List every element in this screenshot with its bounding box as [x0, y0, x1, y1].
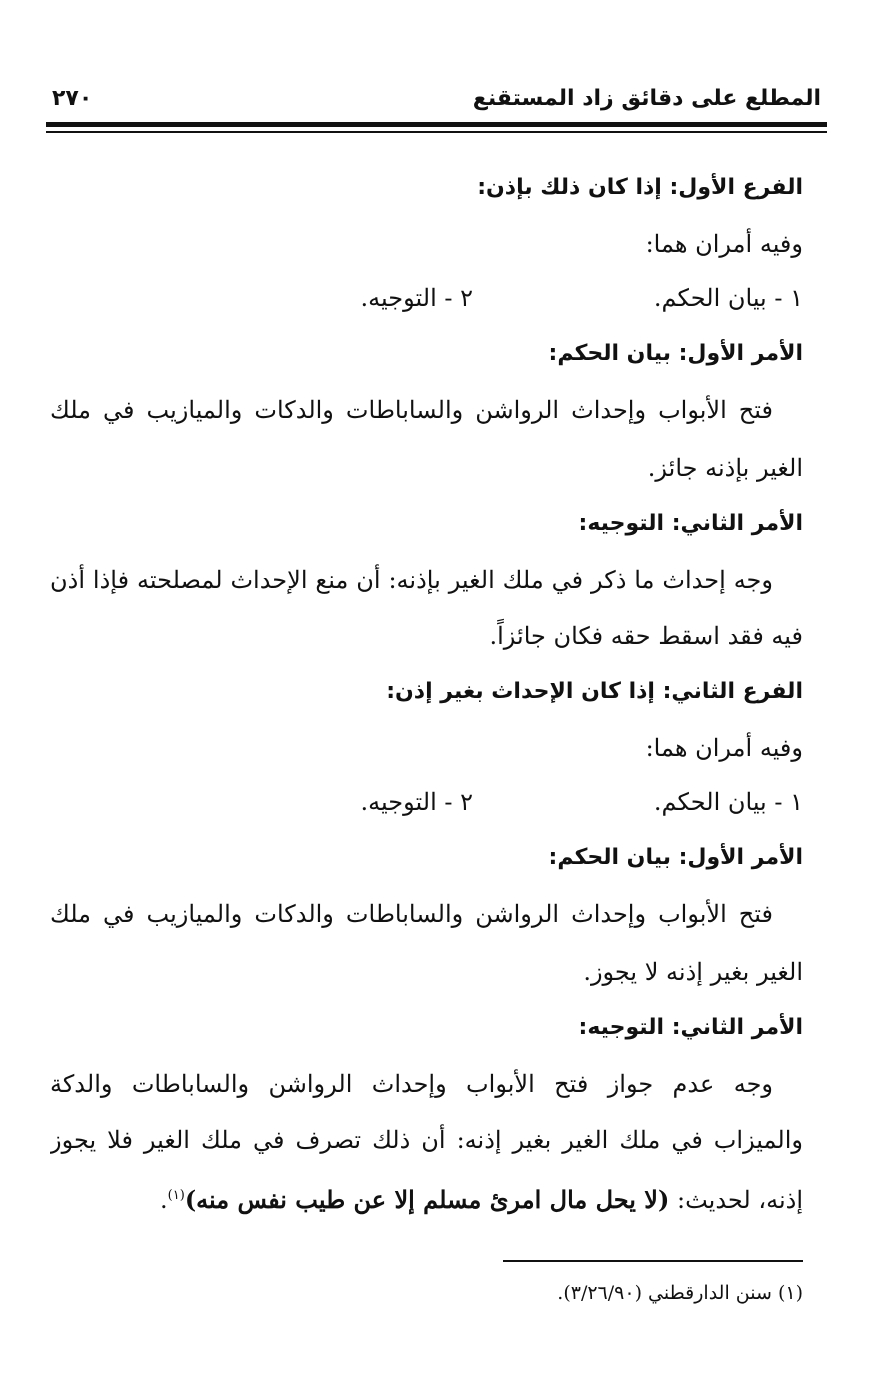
line-end: . [160, 1186, 168, 1214]
branch2-heading: الفرع الثاني: إذا كان الإحداث بغير إذن: [386, 679, 803, 704]
b2-matter1-line2: الغير بغير إذنه لا يجوز. [583, 958, 803, 986]
b2-matter2-line2: والميزاب في ملك الغير بغير إذنه: أن ذلك تصرف في ملك الغير فلا يجوز [50, 1126, 803, 1154]
b2-matter2-line1: وجه عدم جواز فتح الأبواب وإحداث الرواشن والساباطات والدكة [50, 1070, 773, 1098]
b1-matter2-line1: وجه إحداث ما ذكر في ملك الغير بإذنه: أن منع الإحداث لمصلحته فإذا أذن [50, 566, 773, 594]
branch1-list [263, 276, 803, 320]
b1-matter2-heading: الأمر الثاني: التوجيه: [578, 511, 803, 536]
list-item: ٢ - التوجيه. [360, 788, 473, 816]
b1-matter2-line2: فيه فقد اسقط حقه فكان جائزاً. [489, 622, 803, 650]
list-item: ١ - بيان الحكم. [653, 788, 803, 816]
b1-matter1-line2: الغير بإذنه جائز. [647, 454, 803, 482]
b2-matter1-heading: الأمر الأول: بيان الحكم: [548, 845, 803, 870]
branch1-heading: الفرع الأول: إذا كان ذلك بإذن: [477, 175, 803, 200]
footnote-ref[interactable]: (١) [167, 1188, 185, 1203]
header-rule-thin [46, 131, 827, 133]
hadith-quote: (لا يحل مال امرئ مسلم إلا عن طيب نفس منه) [184, 1185, 670, 1214]
page-number: ٢٧٠ [52, 86, 93, 111]
list-item: ١ - بيان الحكم. [653, 284, 803, 312]
branch1-intro: وفيه أمران هما: [645, 230, 803, 258]
branch2-list [263, 780, 803, 824]
branch2-intro: وفيه أمران هما: [645, 734, 803, 762]
header-rule-thick [46, 122, 827, 127]
b2-matter2-heading: الأمر الثاني: التوجيه: [578, 1015, 803, 1040]
b2-matter2-line3 [50, 1174, 803, 1222]
footnote-rule [503, 1260, 803, 1262]
b1-matter1-line1: فتح الأبواب وإحداث الرواشن والساباطات والدكات والميازيب في ملك [50, 396, 773, 424]
hadith-intro: إذنه، لحديث: [676, 1186, 803, 1214]
b2-matter1-line1: فتح الأبواب وإحداث الرواشن والساباطات والدكات والميازيب في ملك [50, 900, 773, 928]
b1-matter1-heading: الأمر الأول: بيان الحكم: [548, 341, 803, 366]
running-title: المطلع على دقائق زاد المستقنع [472, 86, 821, 111]
footnote-1: (١) سنن الدارقطني (٣/٢٦/٩٠). [557, 1282, 803, 1304]
list-item: ٢ - التوجيه. [360, 284, 473, 312]
